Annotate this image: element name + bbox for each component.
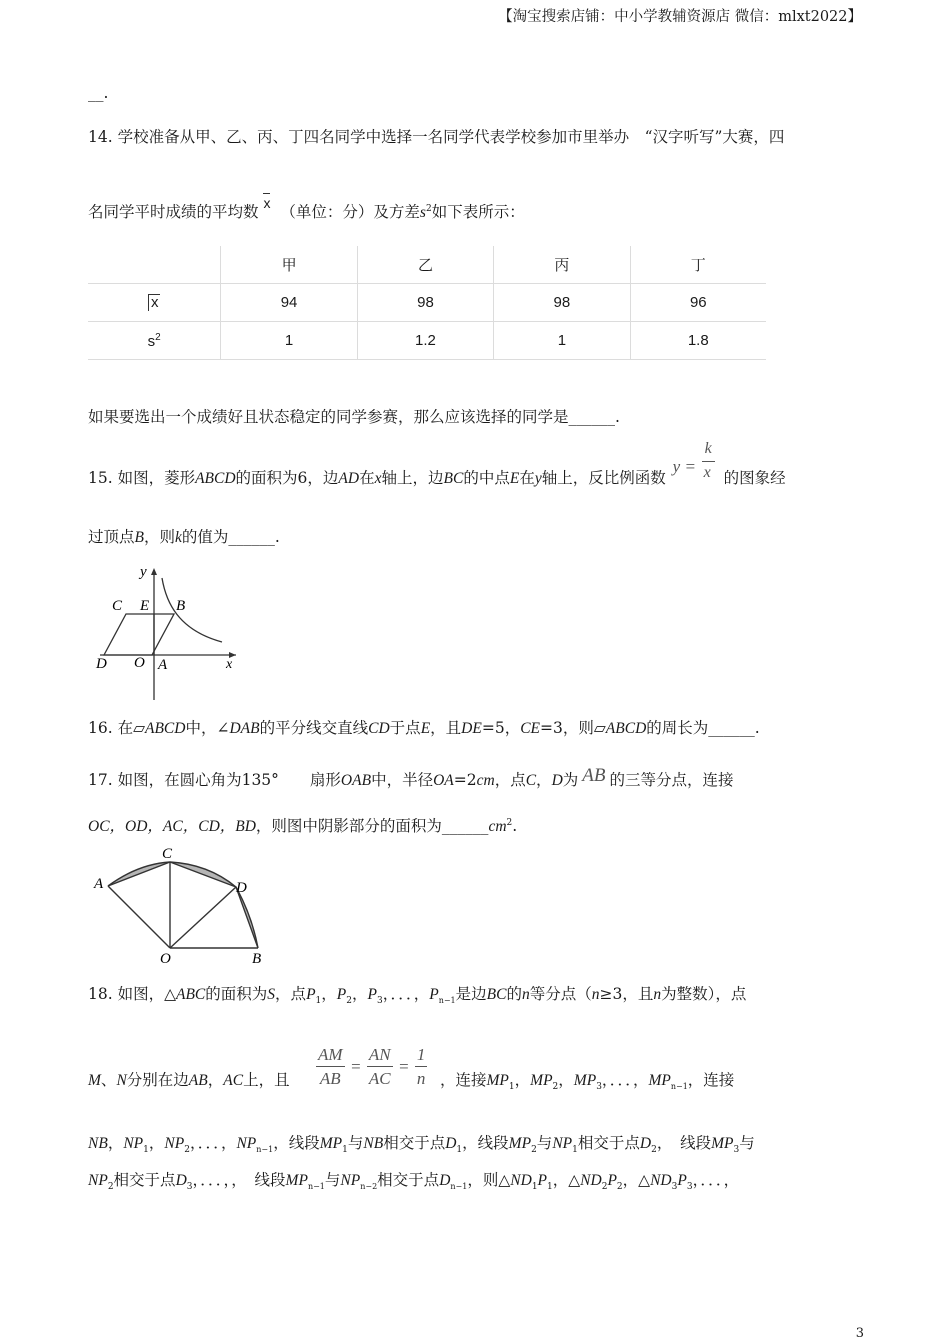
y-axis-arrow xyxy=(151,568,157,575)
q15-line2: 过顶点B，则k的值为______. xyxy=(88,528,280,546)
mean-cell: 94 xyxy=(221,284,357,322)
segment-od xyxy=(170,887,236,948)
radius-oa xyxy=(108,886,170,948)
mean-cell: 98 xyxy=(494,284,630,322)
q17-line2: OC，OD，AC，CD，BD，则图中阴影部分的面积为$\_\_\_\_\_\_cm^2$. xyxy=(88,817,518,836)
q14-line2-end: 如下表所示： xyxy=(431,203,525,222)
label-a: A xyxy=(158,657,168,673)
segment-ac xyxy=(108,862,170,886)
fraction-an-ac: $\frac{AN}{AC}$ xyxy=(368,1045,391,1089)
label-e: E xyxy=(140,598,150,614)
header-cell: 乙 xyxy=(357,246,493,284)
xbar-var: x xyxy=(263,195,271,212)
header-cell: 甲 xyxy=(221,246,357,284)
q18-line1: 18. 如图，△ABC的面积为S，点$P_1$，$P_2$，$P_3$，．．．，$P_{n-1}$是边BC的n等分点（n≥3，且n为整数），点 xyxy=(88,985,747,1007)
table-row xyxy=(88,284,766,322)
segment-cd xyxy=(170,862,236,887)
rhombus-abcd xyxy=(104,614,174,655)
label-c: C xyxy=(112,598,123,614)
mean-cell: 98 xyxy=(357,284,493,322)
mean-cell: 96 xyxy=(630,284,766,322)
table-corner xyxy=(88,246,221,284)
fraction-am-ab: $\frac{AM}{AB}$ xyxy=(318,1045,343,1089)
table-row xyxy=(88,246,766,284)
label-d: D xyxy=(236,880,247,896)
header-cell: 丙 xyxy=(494,246,630,284)
segment-bd xyxy=(236,887,258,948)
table-row xyxy=(88,322,766,360)
q18-line4: $NP_2$相交于点$D_3$，．．．，， 线段$MP_{n-1}$与$NP_{n-2}$相交于点$D_{n-1}$，则$\triangle ND_1P_1$，$\triangle ND_2P_2$，$\triangle ND_3P_3$，．．．， xyxy=(88,1171,740,1193)
var-cell: 1 xyxy=(221,322,357,360)
label-a: A xyxy=(94,876,104,892)
q14-line3: 如果要选出一个成绩好且状态稳定的同学参赛，那么应该选择的同学是______. xyxy=(88,408,620,426)
q14-line2 xyxy=(88,195,525,222)
q17-figure xyxy=(88,842,278,967)
q15-figure xyxy=(86,560,246,705)
ratio-fractions: $\frac{AM}{AB}$ = $\frac{AN}{AC}$ = $\frac{1}{n}$ xyxy=(316,1044,427,1091)
label-o: O xyxy=(134,655,145,671)
label-y: y xyxy=(140,564,147,580)
scores-table xyxy=(88,246,766,360)
label-c: C xyxy=(162,846,173,862)
page-number: 3 xyxy=(855,1326,864,1341)
q17-line1: 17. 如图，在圆心角为135° 扇形OAB中，半径OA=2cm，点C，D为 AB 的三等分点，连接 xyxy=(88,765,734,789)
hyperbola xyxy=(162,578,222,642)
var-cell: 1.2 xyxy=(357,322,493,360)
header-cell: 丁 xyxy=(630,246,766,284)
top-remnant: __. xyxy=(88,84,109,102)
row-label-mean: x xyxy=(88,284,221,322)
label-b: B xyxy=(252,951,262,967)
q14-line2-post: （单位：分）及方差 xyxy=(280,203,420,222)
label-x: x xyxy=(226,657,233,672)
fraction-1-n: $\frac{1}{n}$ xyxy=(416,1045,426,1089)
s2-sup: 2 xyxy=(425,204,432,214)
label-o: O xyxy=(160,951,171,967)
q14-line1: 14. 学校准备从甲、乙、丙、丁四名同学中选择一名同学代表学校参加市里举办 “汉字听写”大赛，四 xyxy=(88,128,785,146)
s2-var: s xyxy=(419,204,426,222)
page-header: 【淘宝搜索店铺：中小学教辅资源店 微信：mlxt2022】 xyxy=(498,9,862,25)
inverse-function: y = k x xyxy=(671,467,719,483)
q14-line2-pre: 名同学平时成绩的平均数 xyxy=(88,203,259,222)
label-b: B xyxy=(176,598,186,614)
var-cell: 1.8 xyxy=(630,322,766,360)
q16-line: 16. 在▱ABCD中，∠DAB的平分线交直线CD于点E，且DE=5，CE=3，则▱ABCD的周长为______. xyxy=(88,719,760,737)
var-cell: 1 xyxy=(494,322,630,360)
q15-line1: 15. 如图，菱形ABCD的面积为6，边AD在x轴上，边BC的中点E在y轴上，反比例函数 y = k x 的图象经 xyxy=(88,440,786,487)
q18-line2-right: ，连接$MP_1$，$MP_2$，$MP_3$，．．．，$MP_{n-1}$，连接 xyxy=(440,1071,735,1093)
arc-ab: AB xyxy=(582,765,606,786)
row-label-var: $s^2$ xyxy=(88,322,221,360)
label-d: D xyxy=(96,656,107,672)
q18-line3: NB，$NP_1$，$NP_2$，．．．，$NP_{n-1}$，线段$MP_1$与NB相交于点$D_1$，线段$MP_2$与$NP_1$相交于点$D_2$， 线段$MP_3$与 xyxy=(88,1134,755,1156)
q18-line2-left: M、N分别在边AB，AC上，且 xyxy=(88,1071,290,1089)
